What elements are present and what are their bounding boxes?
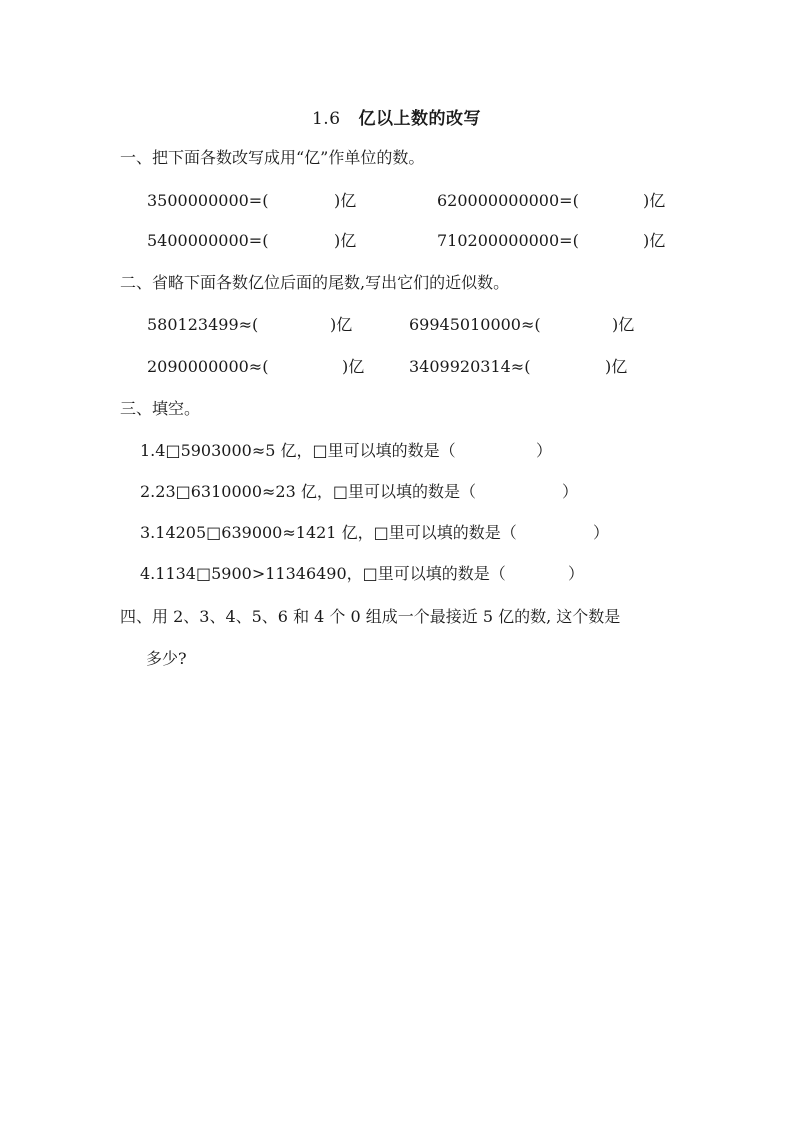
s3-item-4: 4.1134□5900>11346490，□里可以填的数是（ — [140, 564, 506, 583]
s2-item-4-expr: 3409920314≈( — [409, 357, 531, 376]
s1-item-1-expr: 3500000000=( — [147, 191, 269, 210]
s2-item-4 — [409, 357, 530, 377]
s3-item-1-close: ） — [536, 441, 553, 460]
s3-item-1: 1.4□5903000≈5 亿，□里可以填的数是（ — [140, 441, 456, 460]
title-text: 亿以上数的改写 — [358, 109, 482, 129]
s1-item-4-close: )亿 — [643, 231, 666, 250]
s2-item-2-expr: 69945010000≈( — [409, 315, 541, 334]
section4-line1: 四、用 2、3、4、5、6 和 4 个 0 组成一个最接近 5 亿的数, 这个数是 — [120, 607, 621, 626]
s2-item-3 — [147, 357, 268, 377]
section2-heading: 二、省略下面各数亿位后面的尾数,写出它们的近似数。 — [120, 273, 510, 292]
page-title — [0, 104, 793, 129]
s3-item-4-close: ） — [568, 564, 585, 583]
s2-item-2-close: )亿 — [612, 315, 635, 334]
s1-item-1-close: )亿 — [334, 191, 357, 210]
s2-item-2 — [409, 315, 541, 335]
s1-item-2-close: )亿 — [643, 191, 666, 210]
s1-item-4-expr: 710200000000=( — [437, 231, 579, 250]
section4-line2: 多少? — [146, 649, 187, 668]
s1-item-1 — [147, 191, 268, 211]
s3-item-3-close: ） — [593, 523, 610, 542]
section3-heading: 三、填空。 — [120, 399, 201, 418]
s2-item-4-close: )亿 — [605, 357, 628, 376]
s1-item-4 — [437, 231, 579, 251]
s2-item-1-close: )亿 — [330, 315, 353, 334]
s3-item-3: 3.14205□639000≈1421 亿，□里可以填的数是（ — [140, 523, 517, 542]
s1-item-3 — [147, 231, 268, 251]
s1-item-2-expr: 620000000000=( — [437, 191, 579, 210]
s3-item-2-close: ） — [562, 482, 579, 501]
s2-item-3-expr: 2090000000≈( — [147, 357, 269, 376]
s1-item-3-close: )亿 — [334, 231, 357, 250]
s2-item-1 — [147, 315, 258, 335]
s3-item-2: 2.23□6310000≈23 亿，□里可以填的数是（ — [140, 482, 476, 501]
s2-item-1-expr: 580123499≈( — [147, 315, 259, 334]
section1-heading: 一、把下面各数改写成用“亿”作单位的数。 — [120, 148, 425, 167]
s1-item-3-expr: 5400000000=( — [147, 231, 269, 250]
s2-item-3-close: )亿 — [342, 357, 365, 376]
title-number: 1.6 — [311, 109, 341, 129]
s1-item-2 — [437, 191, 579, 211]
